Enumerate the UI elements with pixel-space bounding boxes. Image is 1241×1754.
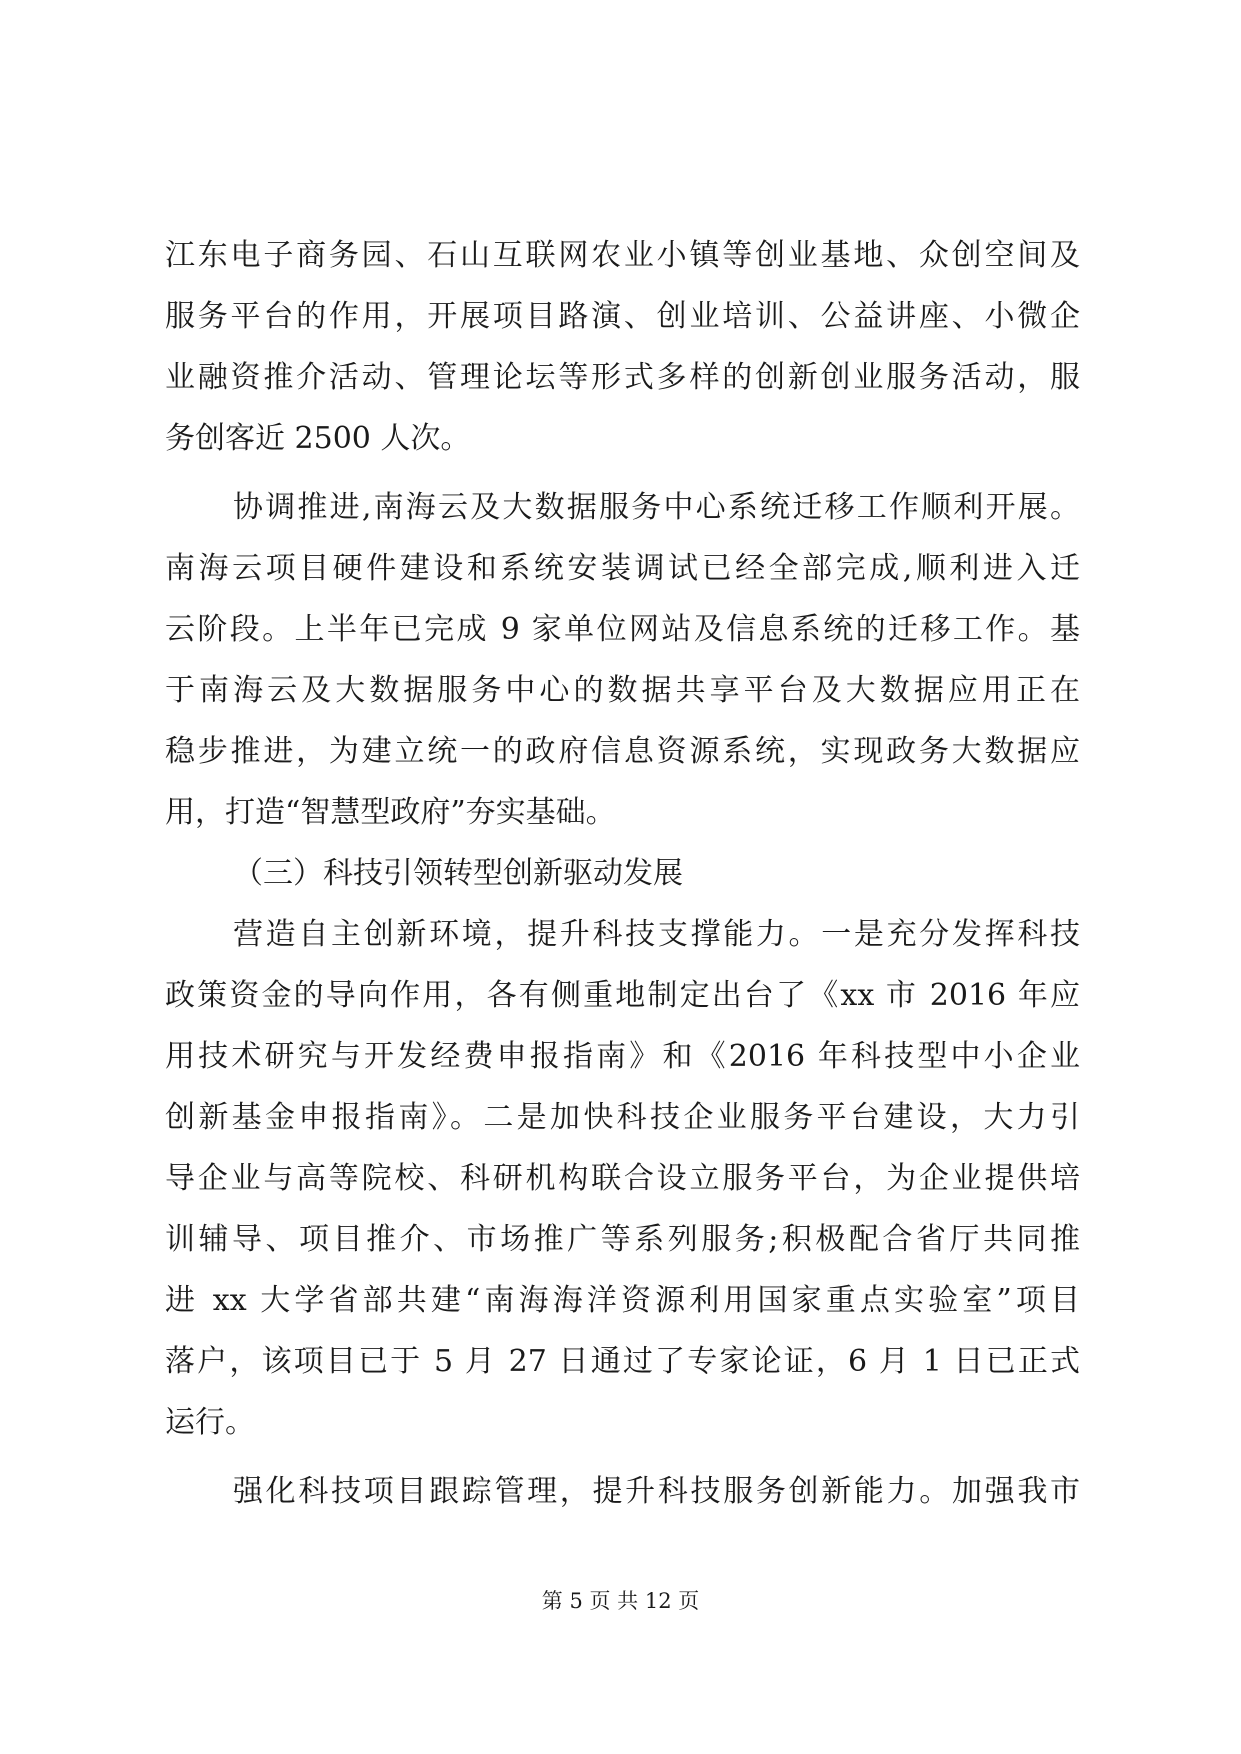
paragraph-1	[165, 225, 1080, 469]
text-line: 云阶段。上半年已完成 9 家单位网站及信息系统的迁移工作。基	[165, 612, 1080, 647]
paragraph-3	[165, 904, 1080, 1453]
text-line: 进 xx 大学省部共建“南海海洋资源利用国家重点实验室”项目	[165, 1283, 1080, 1318]
text-line: 业融资推介活动、管理论坛等形式多样的创新创业服务活动，服	[165, 360, 1080, 395]
page-footer	[0, 1587, 1241, 1615]
text-line: 于南海云及大数据服务中心的数据共享平台及大数据应用正在	[165, 673, 1080, 708]
paragraph-2	[165, 477, 1080, 843]
text-line: 训辅导、项目推介、市场推广等系列服务;积极配合省厅共同推	[165, 1222, 1080, 1257]
text-line: 协调推进,南海云及大数据服务中心系统迁移工作顺利开展。	[233, 490, 1080, 525]
text-line: 强化科技项目跟踪管理，提升科技服务创新能力。加强我市	[233, 1474, 1080, 1509]
text-line: 导企业与高等院校、科研机构联合设立服务平台，为企业提供培	[165, 1161, 1080, 1196]
paragraph-4	[165, 1461, 1080, 1522]
text-line: 创新基金申报指南》。二是加快科技企业服务平台建设，大力引	[165, 1100, 1080, 1135]
document-body	[165, 225, 1080, 1522]
text-line: 用技术研究与开发经费申报指南》和《2016 年科技型中小企业	[165, 1039, 1080, 1074]
text-line: 江东电子商务园、石山互联网农业小镇等创业基地、众创空间及	[165, 238, 1080, 273]
text-line: 营造自主创新环境，提升科技支撑能力。一是充分发挥科技	[233, 917, 1080, 952]
page-number-label: 第 5 页 共 12 页	[541, 1589, 700, 1613]
text-line: 运行。	[165, 1405, 255, 1440]
text-line: 落户，该项目已于 5 月 27 日通过了专家论证，6 月 1 日已正式	[165, 1344, 1080, 1379]
text-line: 南海云项目硬件建设和系统安装调试已经全部完成,顺利进入迁	[165, 551, 1080, 586]
text-line: 服务平台的作用，开展项目路演、创业培训、公益讲座、小微企	[165, 299, 1080, 334]
text-line: 务创客近 2500 人次。	[165, 421, 471, 456]
section-heading: （三）科技引领转型创新驱动发展	[233, 856, 683, 891]
text-line: 用，打造“智慧型政府”夯实基础。	[165, 795, 616, 830]
text-line: 稳步推进，为建立统一的政府信息资源系统，实现政务大数据应	[165, 734, 1080, 769]
text-line: 政策资金的导向作用，各有侧重地制定出台了《xx 市 2016 年应	[165, 978, 1080, 1013]
